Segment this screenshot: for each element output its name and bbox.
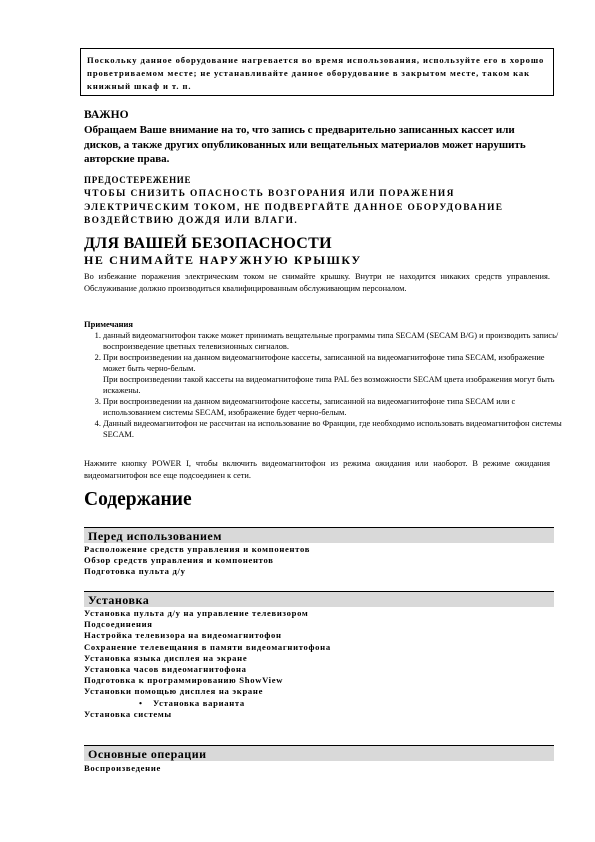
note-item: 4. Данный видеомагнитофон не рассчитан на использование во Франции, где необходимо использовать видеомагнитофон системы SECAM. [103, 418, 567, 440]
toc-item: Расположение средств управления и компонентов [84, 544, 311, 554]
warning-box [80, 48, 554, 96]
toc-item: Установка пульта д/у на управление телевизором [84, 608, 309, 618]
toc-item: Подготовка пульта д/у [84, 566, 186, 577]
toc-section-heading: Основные операции [84, 745, 554, 761]
toc-item: Подсоединения [84, 619, 153, 630]
toc-item: Подготовка к программированию ShowView [84, 675, 284, 686]
toc-section-list [84, 763, 554, 774]
caution-heading: ПРЕДОСТЕРЕЖЕНИЕ [84, 175, 192, 185]
note-item: 3. При воспроизведении на данном видеомагнитофоне кассеты, записанной на видеомагнитофоне типа SECAM или с использованием системы SECAM, изображение будет черно-белым. [103, 396, 567, 418]
toc-item-bullet: • Установка варианта [84, 698, 554, 709]
toc-item: Установка языка дисплея на экране [84, 652, 248, 663]
toc-section-heading: Установка [84, 591, 554, 607]
toc-item: Настройка телевизора на видеомагнитофон [84, 630, 282, 641]
warning-text: Поскольку данное оборудование нагревается во время использования, используйте его в хорошо проветриваемом месте; не устанавливайте данное оборудование в закрытом месте, таком как книжный шкаф и т. п. [87, 55, 545, 91]
toc-section-heading: Перед использованием [84, 527, 554, 543]
toc-item: Обзор средств управления и компонентов [84, 555, 274, 566]
note-item: 1. данный видеомагнитофон также может принимать вещательные программы типа SECAM (SECAM B/G) и производить запись/воспроизведение цветных телевизионных сигналов. [103, 330, 567, 352]
notes-heading: Примечания [84, 319, 134, 329]
safety-text: Во избежание поражения электрическим током не снимайте крышку. Внутри не находится никаких средств управления. Обслуживание должно производиться квалифицированным обслуживающим персоналом. [84, 272, 550, 293]
toc-item: Установка системы [84, 708, 172, 719]
notes-list [84, 330, 567, 440]
toc-item: Установка часов видеомагнитофона [84, 664, 247, 675]
toc-section-list [84, 544, 554, 578]
important-text: Обращаем Ваше внимание на то, что запись с предварительно записанных кассет или дисков, а также других опубликованных или вещательных материалов может нарушить авторские права. [84, 124, 526, 165]
toc-item: Сохранение телевещания в памяти видеомагнитофона [84, 641, 331, 652]
toc-section-list [84, 608, 554, 720]
safety-heading: ДЛЯ ВАШЕЙ БЕЗОПАСНОСТИ [84, 235, 332, 252]
note-item-extra: При воспроизведении такой кассеты на видеомагнитофоне типа PAL без возможности SECAM цвета изображения могут быть искажены. [103, 375, 555, 395]
power-note: Нажмите кнопку POWER I, чтобы включить видеомагнитофон из режима ожидания или наоборот. В режиме ожидания видеомагнитофон все еще подсоединен к сети. [84, 459, 550, 480]
note-item: 2. При воспроизведении на данном видеомагнитофоне кассеты, записанной на видеомагнитофоне типа SECAM, изображение может быть черно-белым. При воспроизведении такой кассеты на видеомагнитофоне типа PAL без возможности SECAM цвета изображения могут быть искажены. [103, 352, 567, 396]
toc-title: Содержание [84, 489, 192, 510]
toc-item: Установки помощью дисплея на экране [84, 686, 264, 697]
caution-text: ЧТОБЫ СНИЗИТЬ ОПАСНОСТЬ ВОЗГОРАНИЯ ИЛИ ПОРАЖЕНИЯ ЭЛЕКТРИЧЕСКИМ ТОКОМ, НЕ ПОДВЕРГАЙТЕ ДАННОЕ ОБОРУДОВАНИЕ ВОЗДЕЙСТВИЮ ДОЖДЯ ИЛИ ВЛАГИ. [84, 189, 504, 226]
important-heading: ВАЖНО [84, 109, 129, 121]
safety-subheading: НЕ СНИМАЙТЕ НАРУЖНУЮ КРЫШКУ [84, 253, 362, 267]
toc-item: Воспроизведение [84, 763, 161, 773]
